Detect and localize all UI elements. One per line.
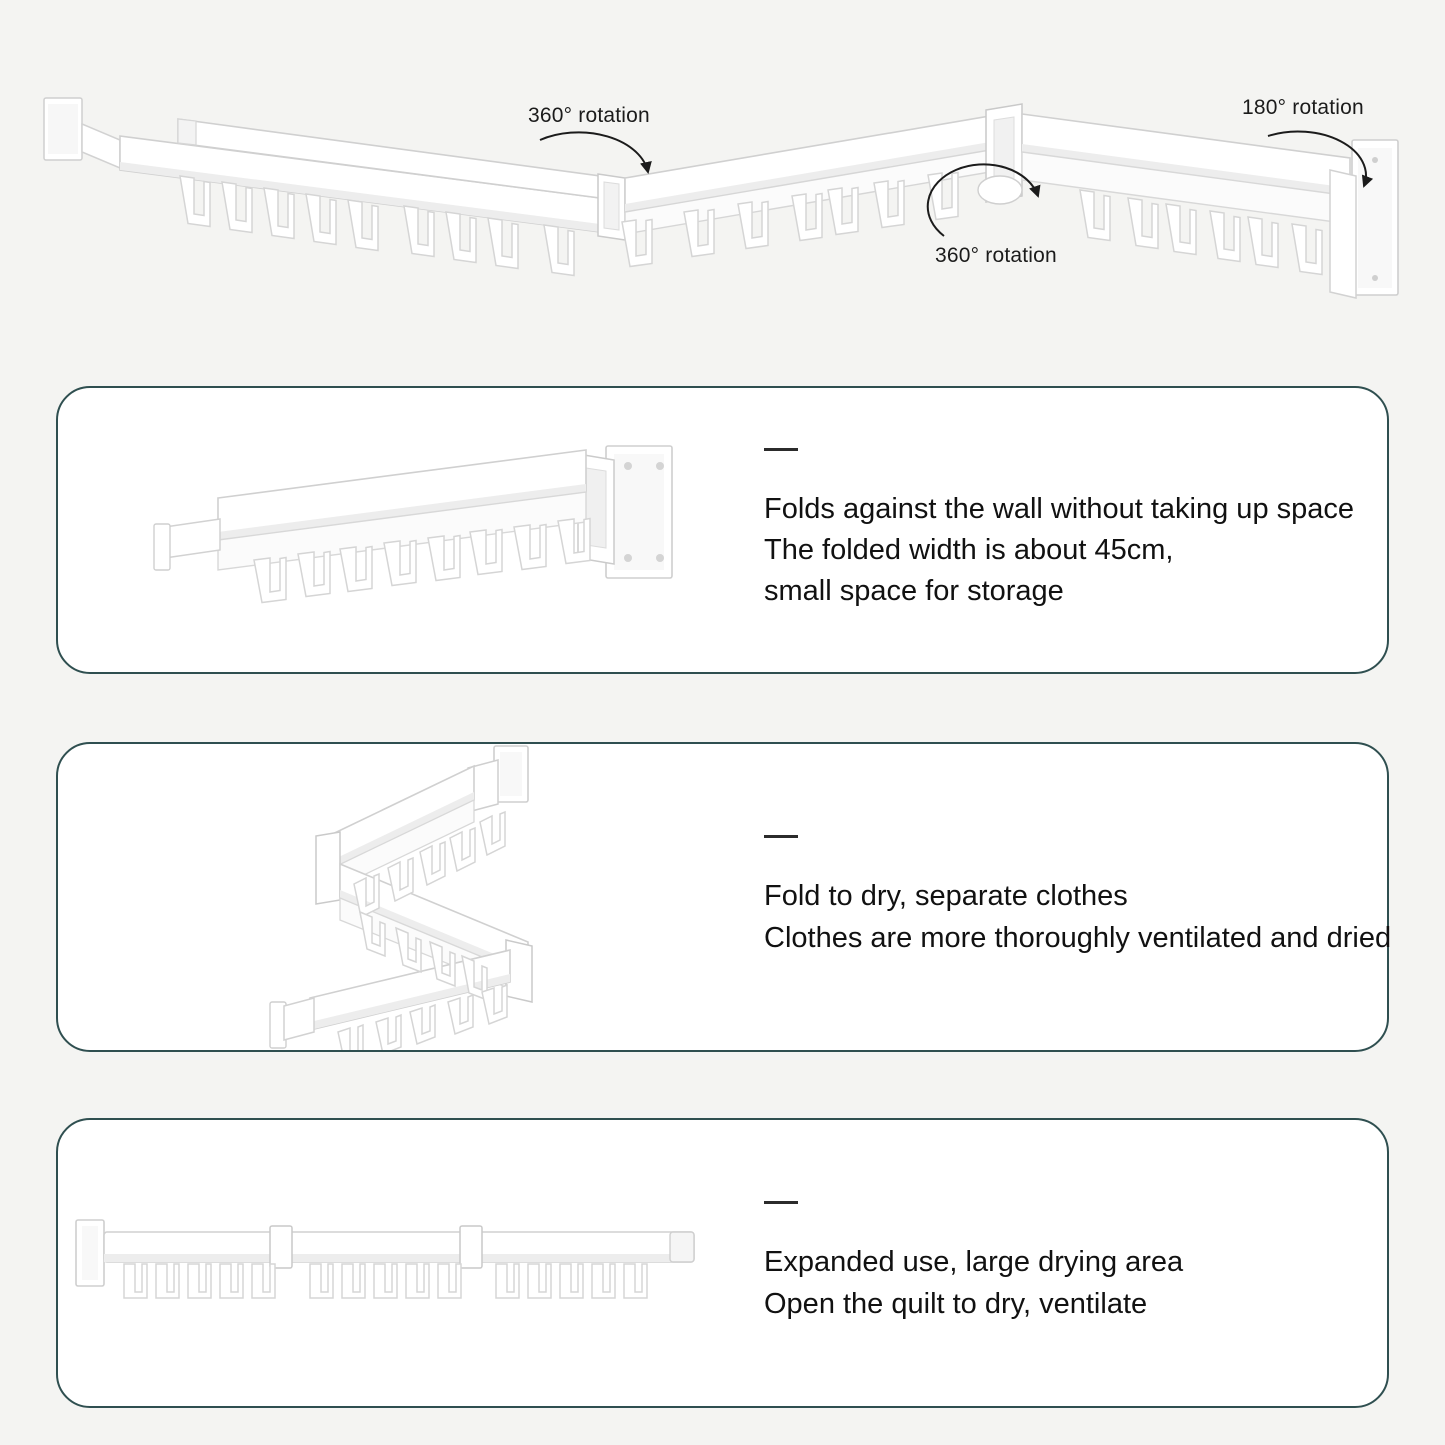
feature-line: Clothes are more thoroughly ventilated and dried [764, 921, 1392, 954]
feature-image-extended-rack [58, 1120, 708, 1406]
feature-text-block-2 [708, 744, 1391, 1050]
feature-lines-2 [764, 876, 1391, 958]
folded-rack-drawing [58, 388, 708, 672]
text-dash-2 [764, 835, 798, 838]
feature-image-folded-rack [58, 388, 708, 672]
feature-image-zigzag-rack [58, 744, 708, 1050]
zigzag-rack-drawing [58, 744, 708, 1050]
feature-lines-1 [764, 489, 1354, 613]
feature-card-fold-against-wall [56, 386, 1389, 674]
rotation-arc-360-left [540, 132, 648, 172]
center-hinge [598, 174, 625, 240]
extended-rack-drawing [58, 1120, 708, 1406]
text-dash-3 [764, 1201, 798, 1204]
right-arm-bar [1022, 114, 1350, 224]
feature-card-fold-to-dry [56, 742, 1392, 1052]
label-rotation-180-right: 180° rotation [1242, 96, 1364, 119]
feature-text-block-3 [708, 1120, 1183, 1406]
feature-line: Open the quilt to dry, ventilate [764, 1287, 1148, 1320]
text-dash-1 [764, 448, 798, 451]
label-rotation-360-left: 360° rotation [528, 104, 650, 127]
hero-product-drawing [0, 0, 1445, 370]
feature-line: Fold to dry, separate clothes [764, 880, 1128, 913]
label-rotation-360-middle: 360° rotation [935, 244, 1057, 267]
feature-line: Folds against the wall without taking up space [764, 492, 1355, 525]
feature-card-expanded-use [56, 1118, 1389, 1408]
feature-line: Expanded use, large drying area [764, 1246, 1184, 1279]
feature-line: The folded width is about 45cm, [764, 533, 1174, 566]
hero-illustration [0, 0, 1445, 370]
feature-text-block-1 [708, 388, 1354, 672]
feature-line: small space for storage [764, 575, 1064, 608]
feature-lines-3 [764, 1242, 1183, 1324]
left-wall-bracket [44, 98, 120, 168]
